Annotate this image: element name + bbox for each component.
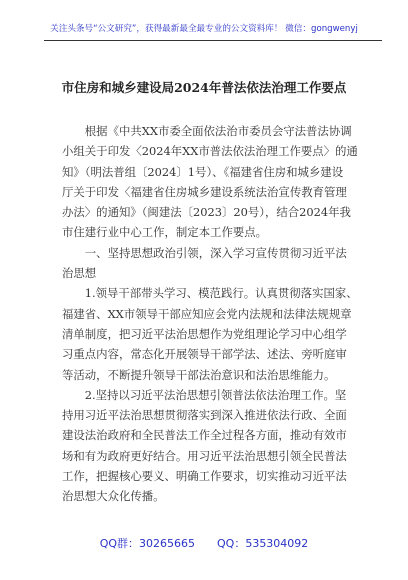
body-line: 治思想大众化传播。 <box>62 489 165 504</box>
body-line: 知》（明法普组〔2024〕1号）、《福建省住房和城乡建设 <box>62 164 344 179</box>
section-heading-line: 一、坚持思想政治引领，深入学习宣传贯彻习近平法 <box>62 245 347 260</box>
body-line: 根据《中共XX市委全面依法治市委员会守法普法协调 <box>62 124 352 138</box>
body-line: 1.领导干部带头学习、模范践行。认真贯彻落实国家、 <box>62 286 358 301</box>
body-line: 厅关于印发〈福建省住房城乡建设系统法治宣传教育管理 <box>62 184 347 199</box>
document-body <box>62 121 362 507</box>
body-line: 等活动，不断提升领导干部法治意识和法治思维能力。 <box>62 367 336 382</box>
footer-contact <box>0 535 408 551</box>
body-line: 小组关于印发〈2024年XX市普法依法治理工作要点〉的通 <box>62 144 358 159</box>
section-heading-line: 治思想 <box>62 266 97 281</box>
body-line: 场和有为政府更好结合。用习近平法治思想引领全民普法 <box>62 448 347 463</box>
qq-group-text: QQ群：30265665 <box>99 537 195 550</box>
qq-number-text: QQ：535304092 <box>217 537 309 550</box>
body-line: 持用习近平法治思想贯彻落实到深入推进依法行政、全面 <box>62 408 347 423</box>
header-divider <box>44 40 382 41</box>
body-line: 2.坚持以习近平法治思想引领普法依法治理工作。坚 <box>62 387 347 402</box>
body-line: 福建省、XX市领导干部应知应会党内法规和法律法规规章 <box>62 306 352 321</box>
body-line: 清单制度，把习近平法治思想作为党组理论学习中心组学 <box>62 326 347 341</box>
document-title: 市住房和城乡建设局2024年普法依法治理工作要点 <box>61 80 347 95</box>
body-line: 习重点内容，常态化开展领导干部学法、述法、旁听庭审 <box>62 347 347 362</box>
body-line: 工作，把握核心要义、明确工作要求，切实推动习近平法 <box>62 469 347 484</box>
body-line: 市住建行业中心工作，制定本工作要点。 <box>62 225 268 240</box>
top-banner: 关注头条号“公文研究”，获得最新最全最专业的公文资料库！ 微信：gongwenyj <box>50 24 358 34</box>
body-line: 建设法治政府和全民普法工作全过程各方面，推动有效市 <box>62 428 347 443</box>
body-line: 办法〉的通知》（闽建法〔2023〕20号），结合2024年我 <box>62 205 351 220</box>
